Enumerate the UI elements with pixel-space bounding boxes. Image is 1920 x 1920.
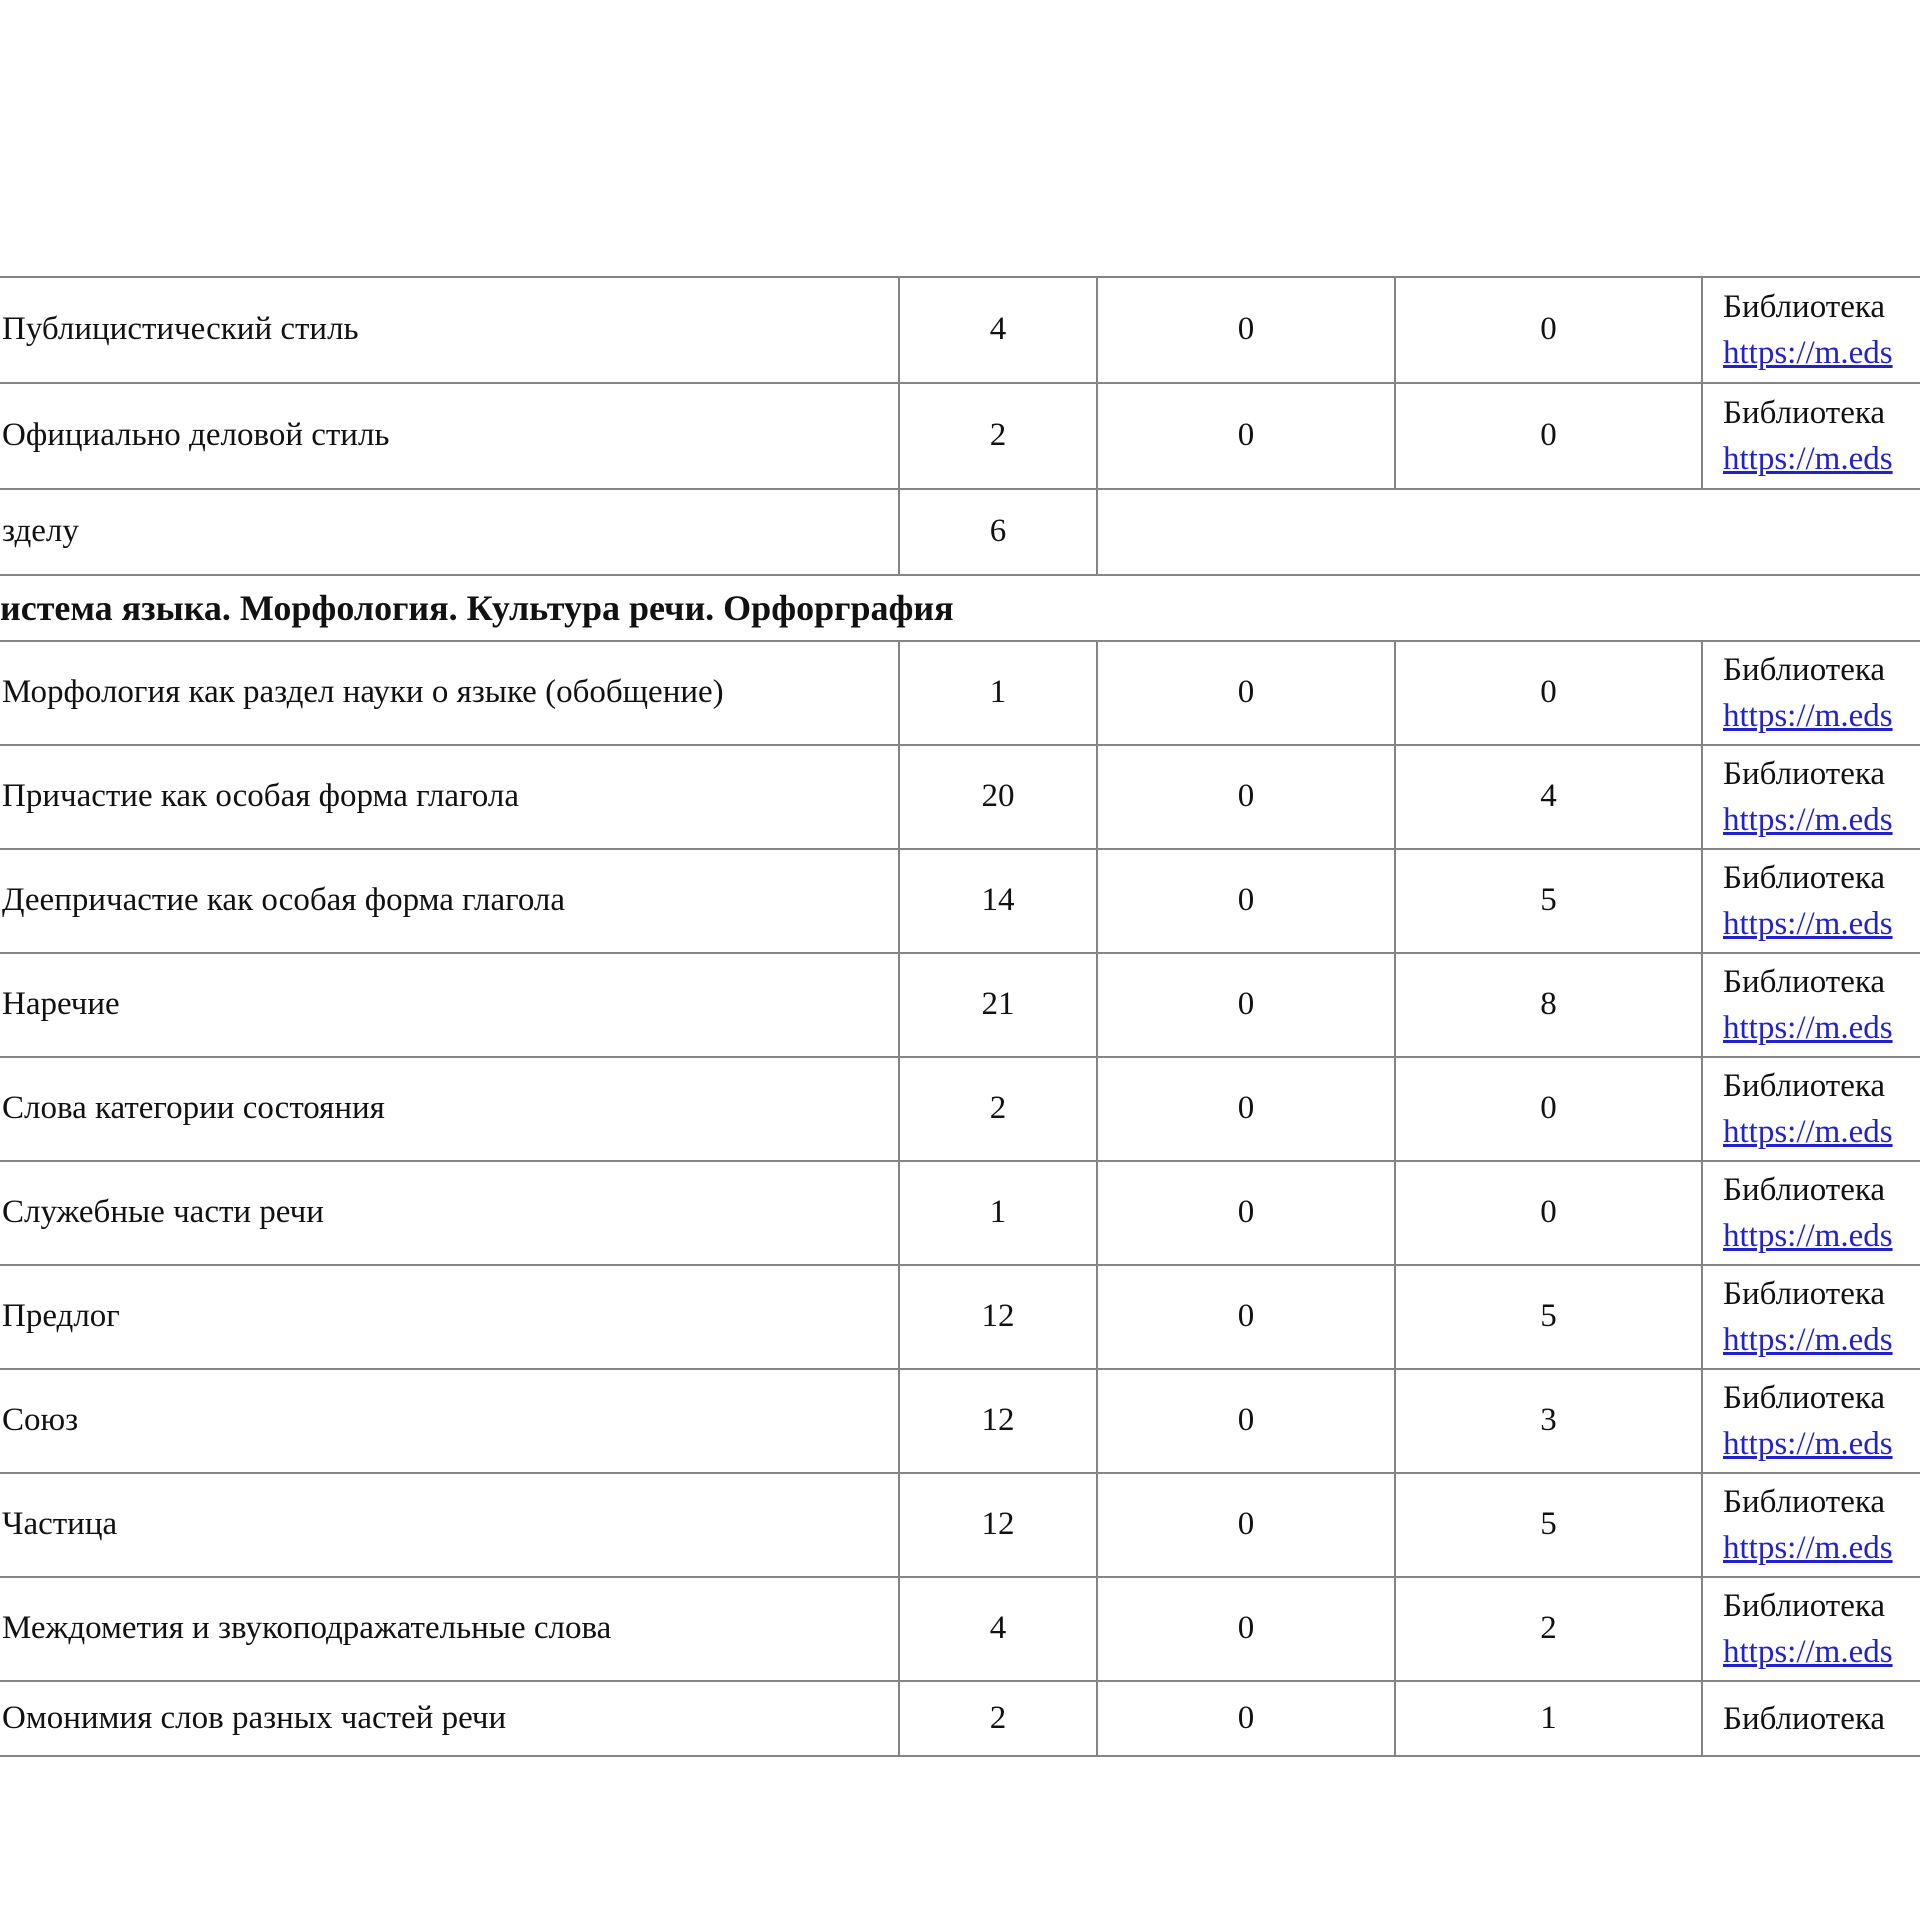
resource-label: Библиотека xyxy=(1723,1172,1886,1208)
resource-cell xyxy=(1701,1266,1920,1368)
practical-works-cell: 0 xyxy=(1394,642,1701,744)
table-row xyxy=(0,1264,1920,1368)
topic-cell xyxy=(0,1474,898,1576)
topic-label: Предлог xyxy=(2,1298,120,1335)
resource-cell xyxy=(1701,1682,1920,1755)
hours-cell: 14 xyxy=(898,850,1096,952)
resource-label: Библиотека xyxy=(1723,756,1886,792)
resource-cell xyxy=(1701,642,1920,744)
topic-label: Причастие как особая форма глагола xyxy=(2,778,519,815)
resource-label: Библиотека xyxy=(1723,652,1886,688)
merged-empty-cell xyxy=(1096,490,1920,574)
resource-label: Библиотека xyxy=(1723,1380,1886,1416)
topic-label: Частица xyxy=(2,1506,118,1543)
resource-cell xyxy=(1701,850,1920,952)
control-works-cell: 0 xyxy=(1096,1370,1394,1472)
hours-cell: 21 xyxy=(898,954,1096,1056)
topic-cell xyxy=(0,850,898,952)
practical-works-cell: 8 xyxy=(1394,954,1701,1056)
topic-cell xyxy=(0,746,898,848)
topic-cell xyxy=(0,1162,898,1264)
control-works-cell: 0 xyxy=(1096,1058,1394,1160)
table-row xyxy=(0,744,1920,848)
table-row xyxy=(0,1680,1920,1757)
table-row xyxy=(0,1056,1920,1160)
hours-cell: 4 xyxy=(898,1578,1096,1680)
topic-cell xyxy=(0,1578,898,1680)
hours-cell: 2 xyxy=(898,1682,1096,1755)
topic-cell xyxy=(0,1266,898,1368)
table-row xyxy=(0,848,1920,952)
resource-label: Библиотека xyxy=(1723,395,1886,431)
topic-cell xyxy=(0,384,898,488)
topic-cell xyxy=(0,1682,898,1755)
practical-works-cell: 0 xyxy=(1394,384,1701,488)
topic-cell xyxy=(0,1058,898,1160)
hours-cell: 2 xyxy=(898,1058,1096,1160)
practical-works-cell: 0 xyxy=(1394,1162,1701,1264)
topic-label: Наречие xyxy=(2,986,120,1023)
control-works-cell: 0 xyxy=(1096,642,1394,744)
resource-label: Библиотека xyxy=(1723,1068,1886,1104)
hours-cell: 12 xyxy=(898,1474,1096,1576)
control-works-cell: 0 xyxy=(1096,1474,1394,1576)
control-works-cell: 0 xyxy=(1096,850,1394,952)
resource-cell xyxy=(1701,278,1920,382)
section-header-row xyxy=(0,574,1920,640)
total-hours-cell: 6 xyxy=(898,490,1096,574)
control-works-cell: 0 xyxy=(1096,1266,1394,1368)
resource-cell xyxy=(1701,954,1920,1056)
resource-link[interactable]: https://m.eds xyxy=(1723,335,1893,371)
table-row xyxy=(0,1368,1920,1472)
table-row xyxy=(0,382,1920,488)
section-total-row xyxy=(0,488,1920,574)
control-works-cell: 0 xyxy=(1096,1682,1394,1755)
total-label: зделу xyxy=(2,513,79,550)
topic-label: Публицистический стиль xyxy=(2,311,359,348)
practical-works-cell: 0 xyxy=(1394,278,1701,382)
control-works-cell: 0 xyxy=(1096,384,1394,488)
hours-cell: 4 xyxy=(898,278,1096,382)
section-header-label: истема языка. Морфология. Культура речи. Орфорграфия xyxy=(0,588,954,628)
table-row xyxy=(0,276,1920,382)
resource-cell xyxy=(1701,746,1920,848)
table-row xyxy=(0,1472,1920,1576)
topic-label: Деепричастие как особая форма глагола xyxy=(2,882,565,919)
control-works-cell: 0 xyxy=(1096,1578,1394,1680)
resource-label: Библиотека xyxy=(1723,964,1886,1000)
topic-cell xyxy=(0,642,898,744)
resource-cell xyxy=(1701,1058,1920,1160)
practical-works-cell: 5 xyxy=(1394,1474,1701,1576)
resource-label: Библиотека xyxy=(1723,1700,1886,1737)
resource-link[interactable]: https://m.eds xyxy=(1723,1218,1893,1254)
practical-works-cell: 3 xyxy=(1394,1370,1701,1472)
resource-link[interactable]: https://m.eds xyxy=(1723,698,1893,734)
resource-link[interactable]: https://m.eds xyxy=(1723,906,1893,942)
topic-label: Омонимия слов разных частей речи xyxy=(2,1699,507,1736)
resource-cell xyxy=(1701,1474,1920,1576)
resource-link[interactable]: https://m.eds xyxy=(1723,802,1893,838)
control-works-cell: 0 xyxy=(1096,746,1394,848)
control-works-cell: 0 xyxy=(1096,954,1394,1056)
practical-works-cell: 1 xyxy=(1394,1682,1701,1755)
control-works-cell: 0 xyxy=(1096,1162,1394,1264)
resource-link[interactable]: https://m.eds xyxy=(1723,1010,1893,1046)
resource-label: Библиотека xyxy=(1723,1484,1886,1520)
practical-works-cell: 2 xyxy=(1394,1578,1701,1680)
topic-label: Служебные части речи xyxy=(2,1194,324,1231)
topic-label: Слова категории состояния xyxy=(2,1090,385,1127)
control-works-cell: 0 xyxy=(1096,278,1394,382)
resource-cell xyxy=(1701,384,1920,488)
hours-cell: 12 xyxy=(898,1266,1096,1368)
hours-cell: 1 xyxy=(898,642,1096,744)
table-row xyxy=(0,1160,1920,1264)
topic-cell xyxy=(0,278,898,382)
resource-link[interactable]: https://m.eds xyxy=(1723,1634,1893,1670)
hours-cell: 1 xyxy=(898,1162,1096,1264)
resource-cell xyxy=(1701,1162,1920,1264)
topic-label: Официально деловой стиль xyxy=(2,417,390,454)
table-row xyxy=(0,640,1920,744)
hours-cell: 20 xyxy=(898,746,1096,848)
resource-link[interactable]: https://m.eds xyxy=(1723,1530,1893,1566)
resource-link[interactable]: https://m.eds xyxy=(1723,1322,1893,1358)
practical-works-cell: 4 xyxy=(1394,746,1701,848)
total-label-cell xyxy=(0,490,898,574)
practical-works-cell: 5 xyxy=(1394,850,1701,952)
resource-link[interactable]: https://m.eds xyxy=(1723,441,1893,477)
topic-cell xyxy=(0,954,898,1056)
resource-link[interactable]: https://m.eds xyxy=(1723,1426,1893,1462)
resource-link[interactable]: https://m.eds xyxy=(1723,1114,1893,1150)
hours-cell: 12 xyxy=(898,1370,1096,1472)
practical-works-cell: 0 xyxy=(1394,1058,1701,1160)
table-row xyxy=(0,952,1920,1056)
practical-works-cell: 5 xyxy=(1394,1266,1701,1368)
table-row xyxy=(0,1576,1920,1680)
topic-label: Междометия и звукоподражательные слова xyxy=(2,1610,612,1647)
topic-label: Союз xyxy=(2,1402,79,1439)
resource-label: Библиотека xyxy=(1723,860,1886,896)
resource-label: Библиотека xyxy=(1723,289,1886,325)
topic-cell xyxy=(0,1370,898,1472)
hours-cell: 2 xyxy=(898,384,1096,488)
resource-label: Библиотека xyxy=(1723,1276,1886,1312)
resource-cell xyxy=(1701,1578,1920,1680)
resource-cell xyxy=(1701,1370,1920,1472)
topic-label: Морфология как раздел науки о языке (обобщение) xyxy=(2,674,724,711)
resource-label: Библиотека xyxy=(1723,1588,1886,1624)
